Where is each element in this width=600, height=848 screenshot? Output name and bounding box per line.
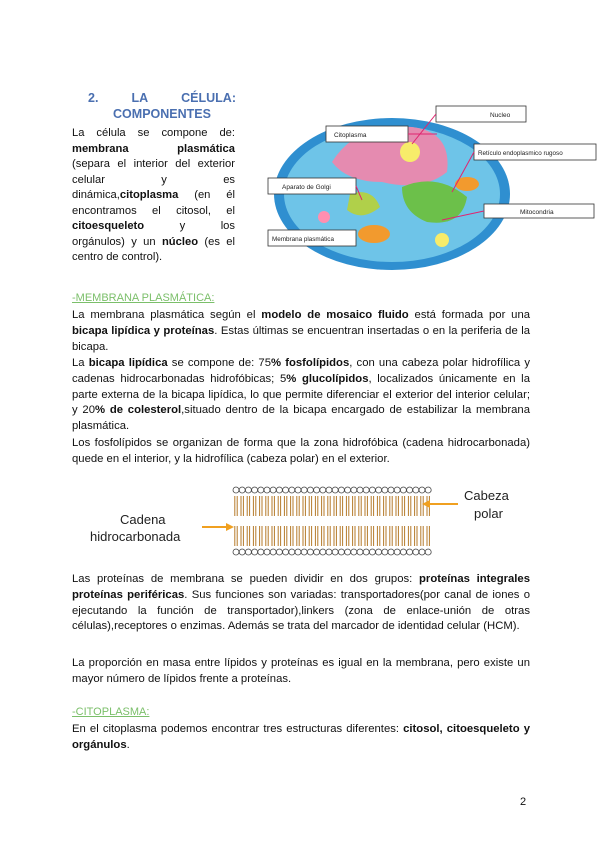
label-golgi: Aparato de Golgi (282, 184, 331, 191)
label-cabeza: Cabeza (464, 488, 509, 503)
polar-head (320, 549, 326, 555)
polar-head (400, 549, 406, 555)
body-text: . Sus funciones son variadas: transportadores(por canal de iones o ejecutando la función de transportador),linkers (zona de enlace-unión de otras células),receptores o enzimas. Además se trata del marcador de identidad celular (HCM). (72, 588, 530, 633)
title-word-componentes: COMPONENTES (113, 107, 211, 121)
label-cadena: Cadena (120, 512, 166, 527)
proteinas-paragraph-2 (72, 656, 530, 688)
animal-cell-diagram (262, 102, 598, 274)
polar-head (388, 549, 394, 555)
title-number: 2. (88, 91, 99, 105)
polar-head (376, 487, 382, 493)
label-polar: polar (474, 506, 503, 521)
intro-text: La célula se compone de: (72, 127, 235, 139)
lipid-bilayer-diagram (86, 482, 526, 560)
polar-head (332, 487, 338, 493)
body-text: , localizados únicamente en la parte externa de la bicapa lipídica, lo que permite diferenciar el exterior del interior celular; y 20 (72, 372, 530, 417)
intro-term-plasmatica: plasmática (177, 142, 235, 155)
intro-text: centro de control). (72, 251, 163, 263)
polar-head (382, 549, 388, 555)
mitochondrion-shape (358, 225, 390, 243)
polar-head (289, 487, 295, 493)
term-colesterol: % de colesterol (95, 404, 182, 417)
polar-head (332, 549, 338, 555)
label-hidrocarbonada: hidrocarbonada (90, 529, 181, 544)
polar-head (252, 549, 258, 555)
polar-head (264, 487, 270, 493)
polar-head (289, 549, 295, 555)
body-text: La membrana plasmática según el (72, 309, 262, 321)
heading-citoplasma: -CITOPLASMA: (72, 706, 150, 718)
polar-head (376, 549, 382, 555)
polar-head (233, 549, 239, 555)
term-glucolipidos: % glucolípidos (286, 372, 369, 385)
polar-head (351, 487, 357, 493)
body-text: La (72, 357, 89, 369)
intro-text: orgánulos) y un (72, 235, 162, 248)
polar-head (363, 549, 369, 555)
polar-head (357, 487, 363, 493)
vesicle-shape (318, 211, 330, 223)
polar-head (351, 549, 357, 555)
membrana-paragraph-1 (72, 308, 530, 355)
polar-head (388, 487, 394, 493)
label-box-nucleo (436, 106, 526, 122)
membrana-paragraph-3 (72, 436, 530, 468)
polar-head (301, 487, 307, 493)
intro-text: (separa el interior del exterior (72, 158, 235, 170)
term-integrales: proteínas integrales (419, 573, 531, 585)
polar-head (245, 487, 251, 493)
intro-term-citoplasma: citoplasma (119, 189, 179, 201)
label-reticulo: Retículo endoplasmico rugoso (478, 150, 563, 157)
polar-head (276, 487, 282, 493)
body-text: . Estas últimas se encuentran insertadas o en la periferia de la bicapa. (72, 324, 530, 353)
term-estructuras: citosol, citoesqueleto y orgánulos (72, 723, 530, 751)
polar-head (363, 487, 369, 493)
label-membrana: Membrana plasmática (272, 236, 334, 243)
body-text: En el citoplasma podemos encontrar tres estructuras diferentes: (72, 723, 404, 735)
body-text: . (126, 738, 130, 751)
page-number: 2 (520, 796, 527, 808)
bilayer-molecules (233, 487, 431, 555)
polar-head (345, 549, 351, 555)
polar-head (407, 549, 413, 555)
polar-head (245, 549, 251, 555)
polar-head (252, 487, 258, 493)
polar-head (270, 549, 276, 555)
polar-head (326, 549, 332, 555)
polar-head (369, 549, 375, 555)
vesicle-shape (435, 233, 449, 247)
intro-text: dinámica, (72, 189, 120, 201)
polar-head (314, 549, 320, 555)
label-citoplasma: Citoplasma (334, 132, 367, 139)
polar-head (258, 549, 264, 555)
polar-head (320, 487, 326, 493)
polar-head (419, 549, 425, 555)
polar-head (400, 487, 406, 493)
intro-text: los (220, 220, 235, 232)
polar-head (314, 487, 320, 493)
term-bicapa-proteinas: bicapa lipídica y proteínas (72, 324, 215, 337)
polar-head (413, 549, 419, 555)
polar-head (394, 487, 400, 493)
term-perifericas: proteínas periféricas (72, 588, 185, 601)
polar-head (307, 549, 313, 555)
polar-head (307, 487, 313, 493)
title-word-celula: CÉLULA: (181, 91, 236, 105)
polar-head (239, 549, 245, 555)
intro-paragraph (72, 126, 235, 266)
polar-head (270, 487, 276, 493)
intro-text: y (179, 220, 186, 232)
polar-head (419, 487, 425, 493)
intro-text: encontramos el citosol, el (72, 204, 235, 217)
polar-head (338, 549, 344, 555)
polar-head (239, 487, 245, 493)
polar-head (369, 487, 375, 493)
body-text: , con una cabeza polar hidrofílica y cadenas hidrocarbonadas hidrofóbicas; 5 (72, 357, 530, 385)
body-text: ,situado dentro de la bicapa encargado de estabilizar la membrana plasmática. (72, 404, 530, 433)
term-mosaico: modelo de mosaico fluido (261, 309, 409, 321)
polar-head (425, 487, 431, 493)
proteinas-paragraph-1 (72, 572, 530, 635)
polar-head (283, 549, 289, 555)
nucleolus-shape (400, 142, 420, 162)
polar-head (283, 487, 289, 493)
heading-membrana: -MEMBRANA PLASMÁTICA: (72, 292, 215, 304)
polar-head (233, 487, 239, 493)
polar-head (295, 549, 301, 555)
label-mitocondria: Mitocondria (520, 209, 554, 216)
polar-head (258, 487, 264, 493)
body-text: se compone de: 75 (167, 357, 271, 369)
intro-term-citoesqueleto: citoesqueleto (72, 220, 145, 232)
arrow-head (226, 523, 234, 531)
polar-head (407, 487, 413, 493)
intro-term-membrana: membrana (72, 142, 129, 155)
polar-head (295, 487, 301, 493)
polar-head (338, 487, 344, 493)
intro-text: celular (72, 173, 105, 186)
section-title (88, 90, 236, 122)
polar-head (413, 487, 419, 493)
body-text: Las proteínas de membrana se pueden dividir en dos grupos: (72, 573, 420, 585)
intro-text: es (223, 173, 236, 186)
polar-head (345, 487, 351, 493)
intro-text: (en él (178, 189, 235, 201)
polar-head (276, 549, 282, 555)
polar-head (264, 549, 270, 555)
polar-head (425, 549, 431, 555)
citoplasma-paragraph (72, 722, 530, 754)
title-word-la: LA (131, 91, 149, 105)
body-text: Los fosfolípidos se organizan de forma que la zona hidrofóbica (cadena hidrocarbonada) quede en el interior, y la hidrofílica (cabeza polar) en el exterior. (72, 437, 530, 465)
intro-text: (es el (198, 235, 235, 248)
membrana-paragraph-2 (72, 356, 530, 435)
polar-head (394, 549, 400, 555)
term-fosfolipidos: % fosfolípidos (271, 357, 350, 369)
intro-term-nucleo: núcleo (161, 235, 199, 248)
term-bicapa: bicapa lipídica (88, 357, 168, 369)
intro-text: y (161, 173, 167, 186)
polar-head (357, 549, 363, 555)
body-text: La proporción en masa entre lípidos y proteínas es igual en la membrana, pero existe un mayor número de lípidos frente a proteínas. (72, 657, 530, 685)
label-nucleo: Nucleo (490, 112, 511, 119)
body-text: está formada por una (408, 309, 531, 321)
polar-head (382, 487, 388, 493)
polar-head (301, 549, 307, 555)
polar-head (326, 487, 332, 493)
